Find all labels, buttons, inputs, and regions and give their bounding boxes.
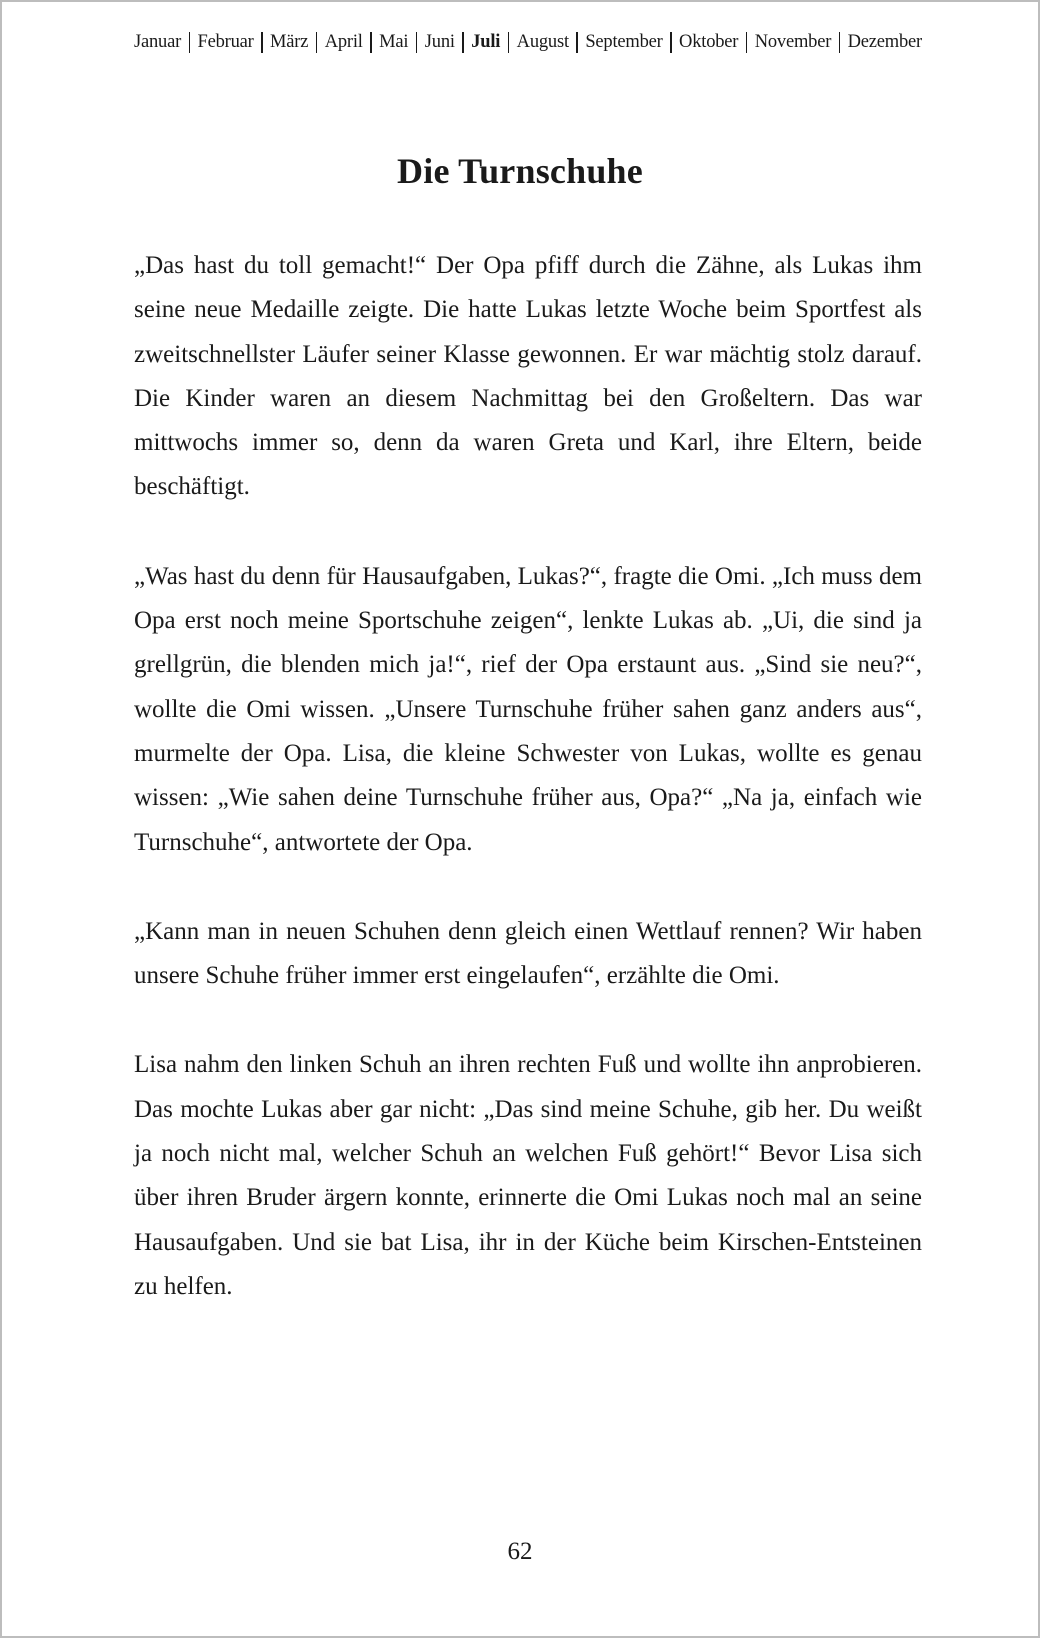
month-separator <box>576 32 578 53</box>
month-mai: Mai <box>379 32 409 52</box>
month-juni: Juni <box>424 32 455 52</box>
month-august: August <box>516 32 569 52</box>
month-dezember: Dezember <box>847 32 922 52</box>
paragraph-4: Lisa nahm den linken Schuh an ihren rechten Fuß und wollte ihn anprobieren. Das mochte Lukas aber gar nicht: „Das sind meine Schuhe, gib her. Du weißt ja noch nicht mal, welcher Schuh an welchen Fuß gehört!“ Bevor Lisa sich über ihren Bruder ärgern konnte, erinnerte die Omi Lukas noch mal an seine Hausaufgaben. Und sie bat Lisa, ihr in der Küche beim Kirschen-Entsteinen zu helfen. <box>134 1051 922 1300</box>
month-separator <box>261 32 263 53</box>
paragraph-1: „Das hast du toll gemacht!“ Der Opa pfiff durch die Zähne, als Lukas ihm seine neue Medaille zeigte. Die hatte Lukas letzte Woche beim Sportfest als zweitschnellster Läufer seiner Klasse gewonnen. Er war mächtig stolz darauf. Die Kinder waren an diesem Nachmittag bei den Großeltern. Das war mittwochs immer so, denn da waren Greta und Karl, ihre Eltern, beide beschäftigt. <box>134 252 922 501</box>
month-separator <box>416 32 418 53</box>
month-separator <box>670 32 672 53</box>
month-januar: Januar <box>134 32 182 52</box>
month-separator <box>746 32 748 53</box>
month-navigation <box>134 32 922 53</box>
month-separator <box>316 32 318 53</box>
month-separator <box>189 32 191 53</box>
month-februar: Februar <box>197 32 254 52</box>
paragraph-2: „Was hast du denn für Hausaufgaben, Lukas?“, fragte die Omi. „Ich muss dem Opa erst noch meine Sportschuhe zeigen“, lenkte Lukas ab. „Ui, die sind ja grellgrün, die blenden mich ja!“, rief der Opa erstaunt aus. „Sind sie neu?“, wollte die Omi wissen. „Unsere Turnschuhe früher sahen ganz anders aus“, murmelte der Opa. Lisa, die kleine Schwester von Lukas, wollte es genau wissen: „Wie sahen deine Turnschuhe früher aus, Opa?“ „Na ja, einfach wie Turnschuhe“, antwortete der Opa. <box>134 562 922 856</box>
paragraph-3: „Kann man in neuen Schuhen denn gleich einen Wettlauf rennen? Wir haben unsere Schuhe früher immer erst eingelaufen“, erzählte die Omi. <box>134 917 922 990</box>
month-maerz: März <box>270 32 309 52</box>
month-juli-current: Juli <box>471 32 501 52</box>
month-november: November <box>754 32 832 52</box>
month-april: April <box>324 32 363 52</box>
page-number: 62 <box>507 1538 533 1565</box>
month-separator <box>839 32 841 53</box>
month-separator <box>508 32 510 53</box>
month-separator <box>370 32 372 53</box>
chapter-title: Die Turnschuhe <box>397 151 643 191</box>
month-september: September <box>585 32 663 52</box>
month-oktober: Oktober <box>679 32 739 52</box>
story-body <box>134 244 922 1354</box>
month-separator <box>462 32 464 53</box>
